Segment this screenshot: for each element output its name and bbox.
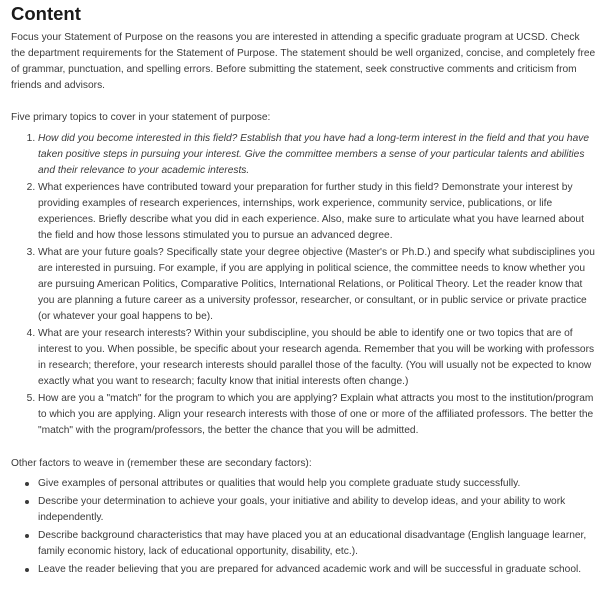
list-item <box>38 391 596 439</box>
bullet-icon <box>25 534 29 538</box>
topic-text: How are you a "match" for the program to which you are applying? Explain what attracts you most to the institution/program to which you are applying. Align your research interests with those of one or more of the affiliated professors. The better the "match" with the program/professors, the better the chance that you will be admitted. <box>38 393 594 436</box>
list-item <box>38 131 596 179</box>
factor-text: Leave the reader believing that you are prepared for advanced academic work and will be successful in graduate school. <box>38 564 582 575</box>
list-item <box>38 528 596 560</box>
factor-text: Give examples of personal attributes or qualities that would help you complete graduate study successfully. <box>38 478 521 489</box>
bullet-icon <box>25 568 29 572</box>
list-item <box>38 476 596 492</box>
page-title: Content <box>11 3 81 24</box>
bullet-icon <box>25 482 29 486</box>
list-item <box>38 562 596 578</box>
list-item <box>38 326 596 390</box>
factor-text: Describe your determination to achieve your goals, your initiative and ability to develop ideas, and your ability to work independently. <box>38 496 566 523</box>
list-item <box>38 180 596 244</box>
topic-text: What experiences have contributed toward your preparation for further study in this field? Demonstrate your interest by providing examples of research experiences, internships, work experience, community service, publications, or life experiences. Briefly describe what you did in each experience. Also, make sure to articulate what you have learned about the field and how those lessons stimulated you to pursue an advanced degree. <box>38 182 584 241</box>
factors-heading: Other factors to weave in (remember these are secondary factors): <box>11 458 312 469</box>
intro-paragraph: Focus your Statement of Purpose on the reasons you are interested in attending a specific graduate program at UCSD. Check the department requirements for the Statement of Purpose. The statement should be well organized, concise, and completely free of grammar, punctuation, and spelling errors. Before submitting the statement, seek constructive comments and criticism from friends and advisors. <box>11 32 596 91</box>
factor-text: Describe background characteristics that may have placed you at an educational disadvantage (English language learner, family economic history, lack of educational opportunity, disability, etc.). <box>38 530 587 557</box>
topic-text: What are your research interests? Within your subdiscipline, you should be able to identify one or two topics that are of interest to you. When possible, be specific about your research agenda. Remember that you will be working with professors in research; therefore, your research interests should parallel those of the faculty. (You will usually not be expected to know exactly what you want to research; faculty know that initial interests often change.) <box>38 328 595 387</box>
topics-list <box>11 131 596 439</box>
factors-list <box>11 476 596 578</box>
topic-text: How did you become interested in this field? Establish that you have had a long-term interest in the field and that you have taken positive steps in pursuing your interest. Give the committee members a sense of your particular talents and abilities and their relevance to your academic interests. <box>38 133 590 176</box>
bullet-icon <box>25 500 29 504</box>
list-item <box>38 245 596 325</box>
list-item <box>38 494 596 526</box>
topics-heading: Five primary topics to cover in your statement of purpose: <box>11 112 271 123</box>
topic-text: What are your future goals? Specifically state your degree objective (Master's or Ph.D.) and specify what subdisciplines you are interested in pursuing. For example, if you are applying in political science, the committee needs to know whether you are pursuing American Politics, Comparative Politics, International Relations, or Political Theory. Let the reader know that you are planning a future career as a university professor, researcher, or consultant, or in public service or private practice (or whatever your goal happens to be). <box>38 247 595 322</box>
